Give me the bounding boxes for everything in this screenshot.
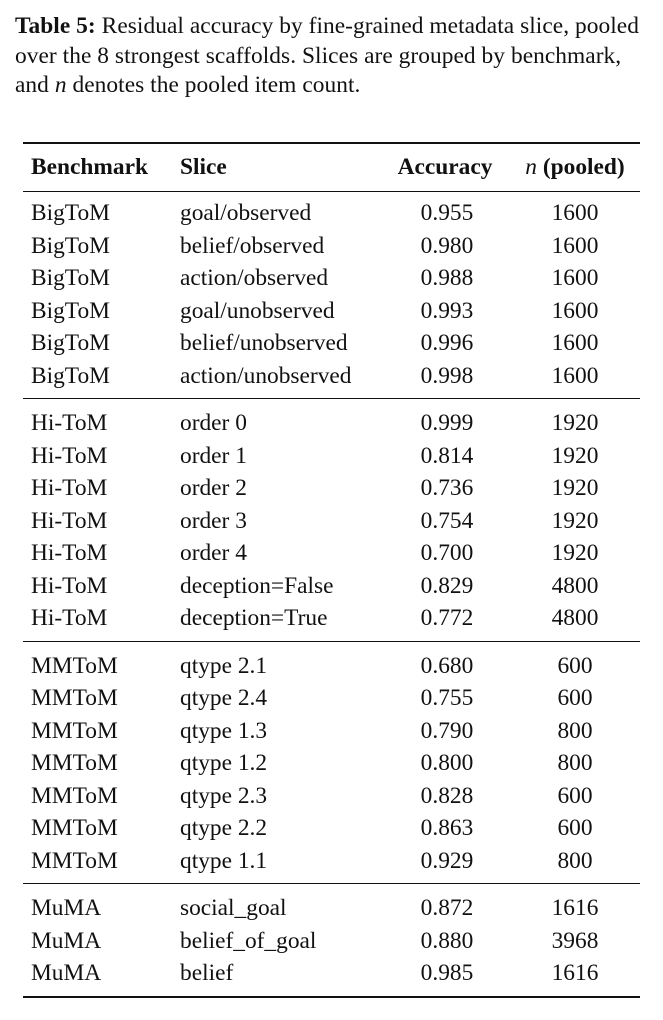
cell-accuracy: 0.755 (420, 685, 474, 711)
cell-benchmark: MMToM (31, 782, 118, 809)
cell-slice: order 2 (180, 475, 247, 501)
table-group (23, 642, 640, 884)
cell-accuracy: 0.999 (420, 410, 474, 436)
table-row (23, 295, 640, 328)
cell-benchmark: BigToM (31, 265, 110, 291)
cell-benchmark: MMToM (31, 685, 118, 711)
header-accuracy: Accuracy (397, 154, 493, 180)
cell-n: 800 (557, 750, 593, 776)
cell-n: 3968 (551, 927, 599, 954)
cell-accuracy: 0.955 (420, 200, 474, 226)
cell-n: 1600 (551, 297, 599, 324)
table-caption (15, 12, 655, 101)
table-group (23, 884, 640, 996)
cell-accuracy: 0.828 (420, 782, 474, 809)
cell-accuracy: 0.998 (420, 362, 474, 389)
cell-accuracy: 0.985 (420, 960, 474, 986)
cell-slice: qtype 2.1 (180, 652, 268, 679)
caption-text: Residual accuracy by fine-grained metadata slice, pooled over the 8 strongest scaffolds. Slices are grouped by benchmark, and (15, 13, 639, 98)
cell-benchmark: MuMA (31, 960, 102, 986)
header-n-suffix: (pooled) (536, 154, 625, 180)
cell-accuracy: 0.680 (420, 652, 474, 679)
cell-n: 1920 (551, 475, 599, 501)
header-benchmark: Benchmark (31, 154, 148, 180)
table-row (23, 197, 640, 230)
cell-slice: action/unobserved (180, 362, 352, 389)
cell-n: 1600 (551, 232, 599, 259)
table-group (23, 399, 640, 641)
cell-slice: belief (180, 960, 234, 986)
cell-benchmark: Hi-ToM (31, 475, 108, 501)
table-row (23, 957, 640, 990)
cell-slice: order 1 (180, 442, 247, 469)
cell-benchmark: Hi-ToM (31, 507, 108, 534)
caption-n-symbol: n (54, 72, 67, 98)
cell-benchmark: BigToM (31, 200, 110, 226)
cell-slice: qtype 1.1 (180, 847, 268, 874)
table-row (23, 262, 640, 295)
table-header (23, 144, 640, 191)
cell-slice: order 4 (180, 540, 247, 566)
cell-n: 4800 (551, 572, 599, 599)
caption-label: Table 5: (15, 13, 96, 39)
cell-benchmark: MMToM (31, 750, 118, 776)
cell-benchmark: MMToM (31, 815, 118, 841)
cell-n: 600 (557, 782, 593, 809)
cell-n: 600 (557, 685, 593, 711)
cell-accuracy: 0.980 (420, 232, 474, 259)
table-row (23, 360, 640, 393)
table-row (23, 440, 640, 473)
cell-benchmark: MMToM (31, 717, 118, 744)
table-row (23, 925, 640, 958)
table-row (23, 780, 640, 813)
header-n-symbol: n (525, 154, 537, 180)
cell-benchmark: Hi-ToM (31, 572, 108, 599)
cell-n: 800 (557, 847, 593, 874)
cell-slice: belief/observed (180, 232, 325, 259)
cell-benchmark: BigToM (31, 297, 110, 324)
cell-n: 1600 (551, 330, 599, 356)
cell-accuracy: 0.800 (420, 750, 474, 776)
cell-accuracy: 0.996 (420, 330, 474, 356)
table-row (23, 602, 640, 635)
cell-n: 1600 (551, 362, 599, 389)
cell-slice: deception=True (180, 605, 328, 631)
cell-benchmark: BigToM (31, 362, 110, 389)
table-row (23, 892, 640, 925)
cell-n: 1920 (551, 507, 599, 534)
cell-accuracy: 0.754 (420, 507, 474, 534)
cell-benchmark: MuMA (31, 927, 102, 954)
cell-accuracy: 0.700 (420, 540, 474, 566)
cell-accuracy: 0.872 (420, 895, 474, 921)
cell-n: 600 (557, 652, 593, 679)
table-row (23, 715, 640, 748)
table-group (23, 192, 640, 398)
cell-accuracy: 0.790 (420, 717, 474, 744)
table-row (23, 230, 640, 263)
table-row (23, 682, 640, 715)
cell-n: 1920 (551, 442, 599, 469)
cell-n: 1920 (551, 410, 599, 436)
cell-n: 4800 (551, 605, 599, 631)
cell-n: 600 (557, 815, 593, 841)
cell-slice: order 0 (180, 410, 247, 436)
table-row (23, 327, 640, 360)
cell-accuracy: 0.772 (420, 605, 474, 631)
caption-text-end: denotes the pooled item count. (66, 72, 361, 98)
cell-accuracy: 0.829 (420, 572, 474, 599)
table-row (23, 747, 640, 780)
results-table (23, 142, 640, 998)
cell-n: 800 (557, 717, 593, 744)
cell-accuracy: 0.993 (420, 297, 474, 324)
cell-slice: goal/unobserved (180, 297, 335, 324)
cell-accuracy: 0.736 (420, 475, 474, 501)
cell-slice: belief_of_goal (180, 927, 317, 954)
cell-slice: social_goal (180, 895, 287, 921)
cell-benchmark: Hi-ToM (31, 605, 108, 631)
cell-benchmark: MMToM (31, 652, 118, 679)
cell-accuracy: 0.814 (420, 442, 474, 469)
cell-n: 1920 (551, 540, 599, 566)
cell-slice: qtype 2.2 (180, 815, 268, 841)
table-row (23, 505, 640, 538)
table-row (23, 845, 640, 878)
cell-benchmark: Hi-ToM (31, 442, 108, 469)
cell-benchmark: Hi-ToM (31, 410, 108, 436)
cell-n: 1600 (551, 200, 599, 226)
table-body (23, 192, 640, 998)
cell-accuracy: 0.929 (420, 847, 474, 874)
cell-slice: deception=False (180, 572, 334, 599)
table-row (23, 812, 640, 845)
table-row (23, 570, 640, 603)
table-row (23, 650, 640, 683)
table-row (23, 537, 640, 570)
cell-benchmark: BigToM (31, 330, 110, 356)
header-slice: Slice (180, 154, 227, 180)
cell-slice: goal/observed (180, 200, 312, 226)
table-row (23, 472, 640, 505)
cell-slice: qtype 1.3 (180, 717, 268, 744)
cell-accuracy: 0.988 (420, 265, 474, 291)
cell-accuracy: 0.880 (420, 927, 474, 954)
cell-slice: action/observed (180, 265, 329, 291)
cell-benchmark: BigToM (31, 232, 110, 259)
cell-n: 1600 (551, 265, 599, 291)
cell-n: 1616 (551, 895, 599, 921)
cell-benchmark: Hi-ToM (31, 540, 108, 566)
cell-slice: qtype 2.4 (180, 685, 268, 711)
cell-slice: belief/unobserved (180, 330, 348, 356)
bottom-rule (23, 996, 640, 998)
cell-slice: qtype 2.3 (180, 782, 268, 809)
header-n-pooled (513, 144, 637, 191)
table-row (23, 407, 640, 440)
cell-benchmark: MMToM (31, 847, 118, 874)
cell-slice: order 3 (180, 507, 247, 534)
cell-benchmark: MuMA (31, 895, 102, 921)
cell-accuracy: 0.863 (420, 815, 474, 841)
cell-n: 1616 (551, 960, 599, 986)
cell-slice: qtype 1.2 (180, 750, 268, 776)
